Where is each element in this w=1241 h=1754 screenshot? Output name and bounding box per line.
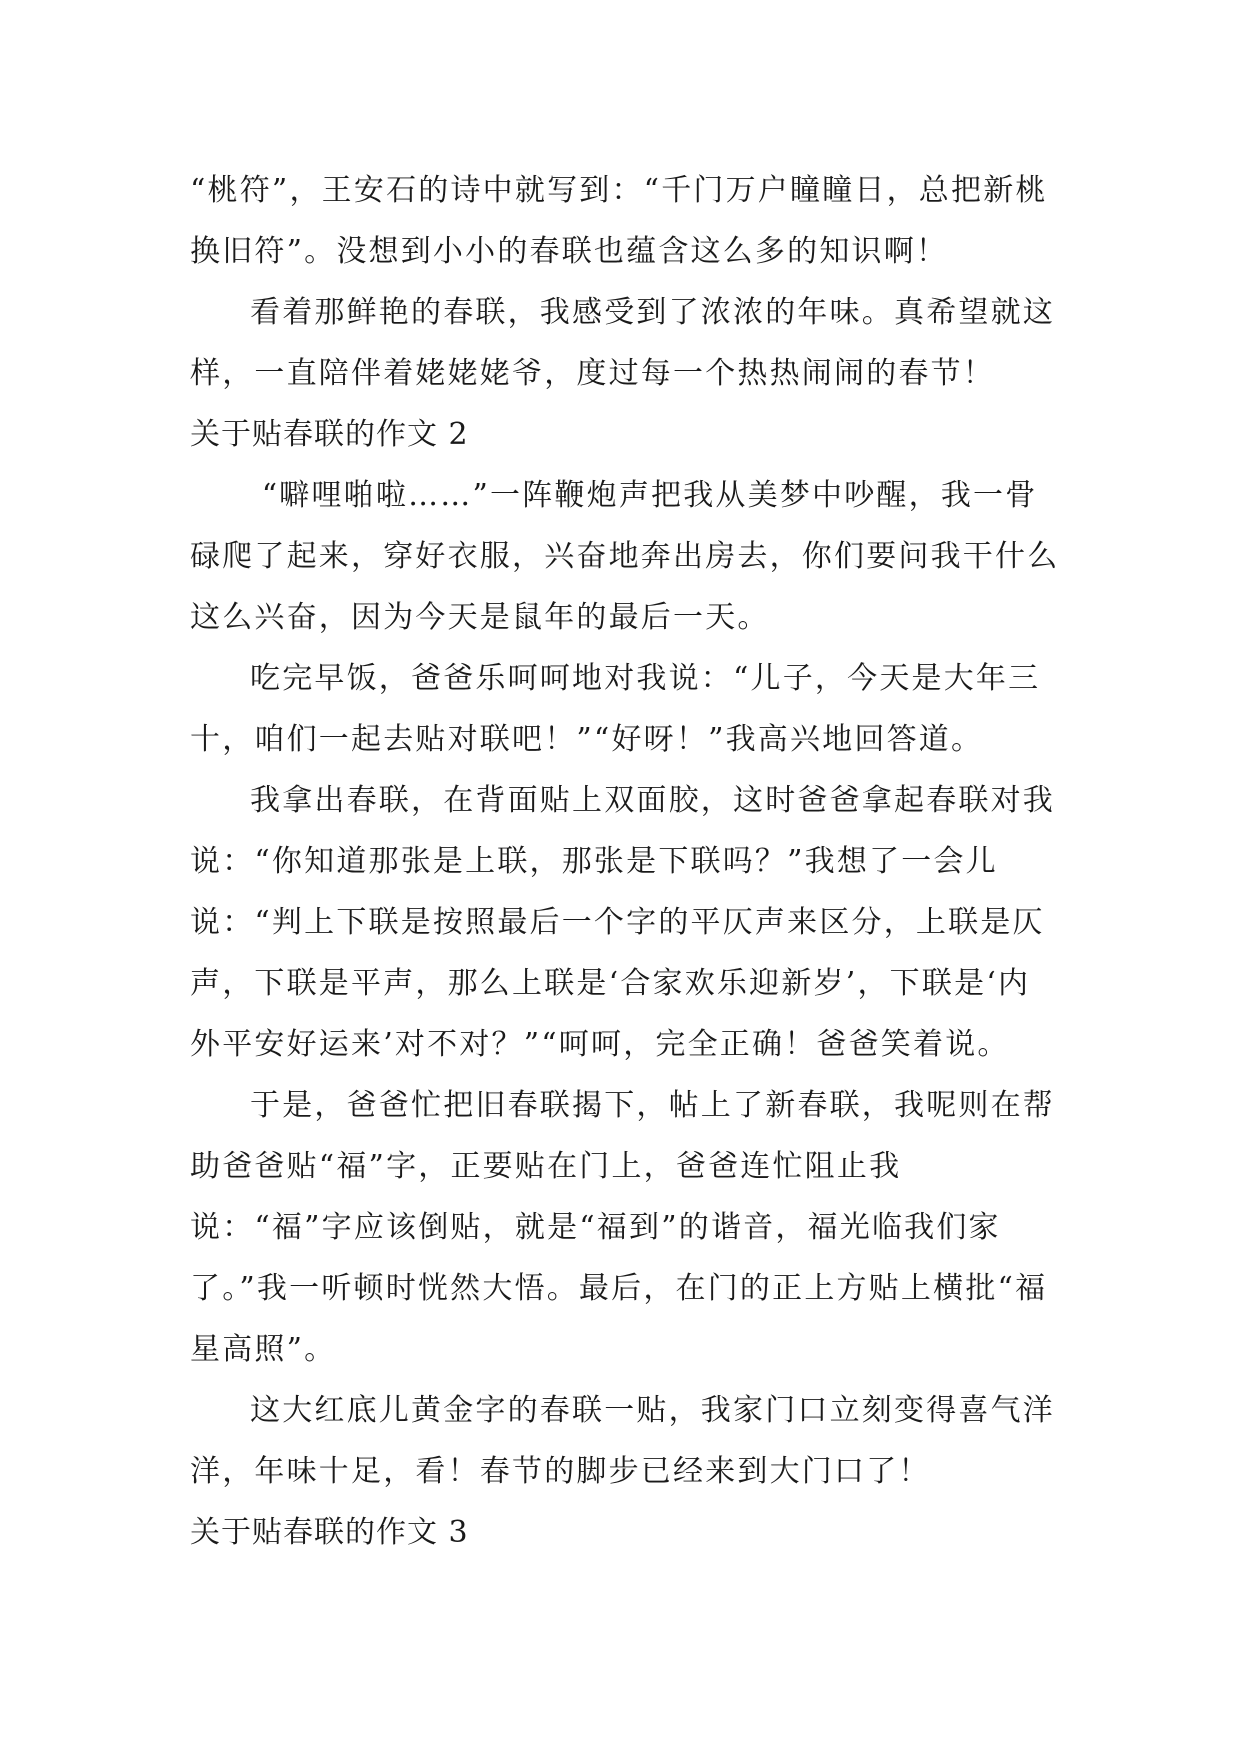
essay-heading-2: 关于贴春联的作文 2	[190, 417, 469, 452]
document-body	[190, 160, 1060, 1563]
essay2-paragraph-3: 我拿出春联，在背面贴上双面胶，这时爸爸拿起春联对我说：“你知道那张是上联，那张是下联吗？”我想了一会儿说：“判上下联是按照最后一个字的平仄声来区分，上联是仄声，下联是平声，那么上联是‘合家欢乐迎新岁’，下联是‘内外平安好运来’对不对？”“呵呵，完全正确！爸爸笑着说。	[190, 783, 1055, 1062]
essay2-paragraph-1: “噼哩啪啦……”一阵鞭炮声把我从美梦中吵醒，我一骨碌爬了起来，穿好衣服，兴奋地奔出房去，你们要问我干什么这么兴奋，因为今天是鼠年的最后一天。	[190, 478, 1060, 635]
paragraph-continuation: “桃符”，王安石的诗中就写到：“千门万户瞳瞳日，总把新桃换旧符”。没想到小小的春联也蕴含这么多的知识啊！	[190, 173, 1048, 269]
essay2-paragraph-5: 这大红底儿黄金字的春联一贴，我家门口立刻变得喜气洋洋，年味十足，看！春节的脚步已经来到大门口了！	[190, 1393, 1055, 1489]
essay2-paragraph-4: 于是，爸爸忙把旧春联揭下，帖上了新春联，我呢则在帮助爸爸贴“福”字，正要贴在门上，爸爸连忙阻止我说：“福”字应该倒贴，就是“福到”的谐音，福光临我们家了。”我一听顿时恍然大悟。最后，在门的正上方贴上横批“福星高照”。	[190, 1088, 1055, 1367]
essay-heading-3: 关于贴春联的作文 3	[190, 1515, 469, 1550]
paragraph-closing: 看着那鲜艳的春联，我感受到了浓浓的年味。真希望就这样，一直陪伴着姥姥姥爷，度过每一个热热闹闹的春节！	[190, 295, 1055, 391]
essay2-paragraph-2: 吃完早饭，爸爸乐呵呵地对我说：“儿子，今天是大年三十，咱们一起去贴对联吧！”“好呀！”我高兴地回答道。	[190, 661, 1041, 757]
